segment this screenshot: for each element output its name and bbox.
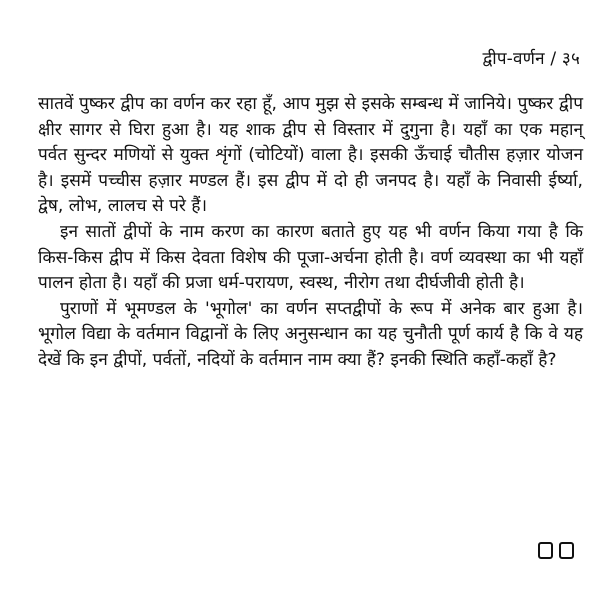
- running-header: द्वीप-वर्णन / ३५: [482, 49, 580, 69]
- section-end-marks: [538, 542, 574, 559]
- page-body: [38, 92, 583, 374]
- end-mark-box: [559, 542, 574, 559]
- paragraph-1: सातवें पुष्कर द्वीप का वर्णन कर रहा हूँ, आप मुझ से इसके सम्बन्ध में जानिये। पुष्कर द्वीप क्षीर सागर से घिरा हुआ है। यह शाक द्वीप से विस्तार में दुगुना है। यहाँ का एक महान् पर्वत सुन्दर मणियों से युक्त शृंगों (चोटियों) वाला है। इसकी ऊँचाई चौतीस हज़ार योजन है। इसमें पच्चीस हज़ार मण्डल हैं। इस द्वीप में दो ही जनपद है। यहाँ के निवासी ईर्ष्या, द्वेष, लोभ, लालच से परे हैं।: [38, 94, 583, 217]
- paragraph-2: इन सातों द्वीपों के नाम करण का कारण बताते हुए यह भी वर्णन किया गया है कि किस-किस द्वीप में किस देवता विशेष की पूजा-अर्चना होती है। वर्ण व्यवस्था का भी यहाँ पालन होता है। यहाँ की प्रजा धर्म-परायण, स्वस्थ, नीरोग तथा दीर्घजीवी होती है।: [38, 221, 583, 294]
- end-mark-box: [538, 542, 553, 559]
- paragraph-3: पुराणों में भूमण्डल के 'भूगोल' का वर्णन सप्तद्वीपों के रूप में अनेक बार हुआ है। भूगोल विद्या के वर्तमान विद्वानों के लिए अनुसन्धान का यह चुनौती पूर्ण कार्य है कि वे यह देखें कि इन द्वीपों, पर्वतों, नदियों के वर्तमान नाम क्या हैं? इनकी स्थिति कहाँ-कहाँ है?: [38, 298, 583, 370]
